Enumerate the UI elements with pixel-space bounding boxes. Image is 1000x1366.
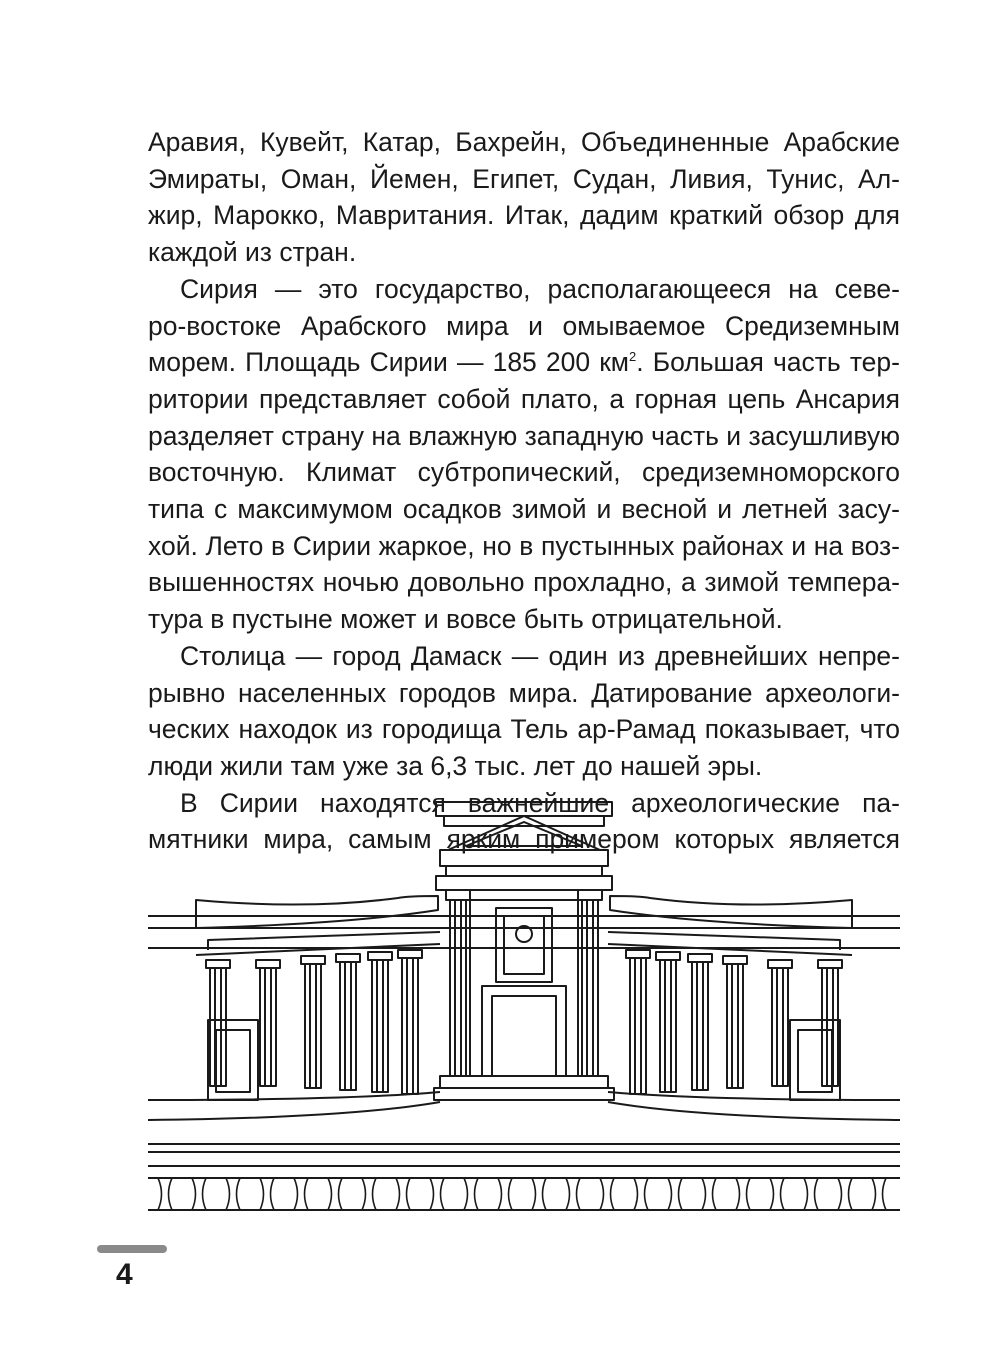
- body-text: [148, 124, 900, 858]
- central-gate: [434, 802, 614, 1100]
- page-number: 4: [116, 1258, 133, 1291]
- area-tail: . Большая часть тер-: [636, 347, 900, 378]
- text-line: ритории представляет собой плато, а горная цепь Ансария: [148, 383, 900, 414]
- text-line: хой. Лето в Сирии жаркое, но в пустынных районах и на воз-: [148, 530, 900, 561]
- text-line: Сирия — это государство, располагающееся на севе-: [180, 273, 900, 304]
- text-line: восточную. Климат субтропический, средиземноморского: [148, 457, 900, 488]
- text-line: рывно населенных городов мира. Датирование археологи-: [148, 677, 900, 708]
- text-line: жир, Марокко, Мавритания. Итак, дадим краткий обзор для: [148, 200, 900, 231]
- text-line: Аравия, Кувейт, Катар, Бахрейн, Объединенные Арабские: [148, 127, 900, 157]
- text-line: разделяет страну на влажную западную часть и засушливую: [148, 420, 900, 451]
- colonnade-illustration: [148, 800, 900, 1220]
- text-line: вышенностях ночью довольно прохладно, а зимой темпера-: [148, 567, 900, 598]
- folio-accent-bar: [97, 1245, 167, 1253]
- area-superscript: 2: [629, 349, 637, 365]
- text-line: В Сирии находятся важнейшие археологические па-: [180, 787, 900, 818]
- text-line: каждой из стран.: [148, 237, 357, 268]
- text-line: тура в пустыне может и вовсе быть отрицательной.: [148, 604, 783, 635]
- text-line: мятники мира, самым ярким примером которых является: [148, 824, 900, 855]
- balustrade: [158, 1178, 886, 1210]
- text-line: типа с максимумом осадков зимой и весной и летней засу-: [148, 494, 900, 525]
- text-line: Эмираты, Оман, Йемен, Египет, Судан, Ливия, Тунис, Ал-: [148, 163, 900, 194]
- paragraph-1: [148, 124, 900, 271]
- text-line: люди жили там уже за 6,3 тыс. лет до нашей эры.: [148, 750, 763, 781]
- text-line: Столица — город Дамаск — один из древнейших непре-: [180, 640, 900, 671]
- left-columns: [206, 950, 422, 1094]
- text-line: ро-востоке Арабского мира и омываемое Средиземным: [148, 310, 900, 341]
- colonnade-with-central-gate-icon: [148, 800, 900, 1220]
- paragraph-3: [148, 638, 900, 785]
- right-columns: [626, 950, 842, 1094]
- paragraph-2: [148, 271, 900, 638]
- text-line-area: [148, 344, 900, 381]
- area-text: морем. Площадь Сирии — 185 200 км: [148, 347, 630, 378]
- text-line: ческих находок из городища Тель ар-Рамад показывает, что: [148, 714, 900, 745]
